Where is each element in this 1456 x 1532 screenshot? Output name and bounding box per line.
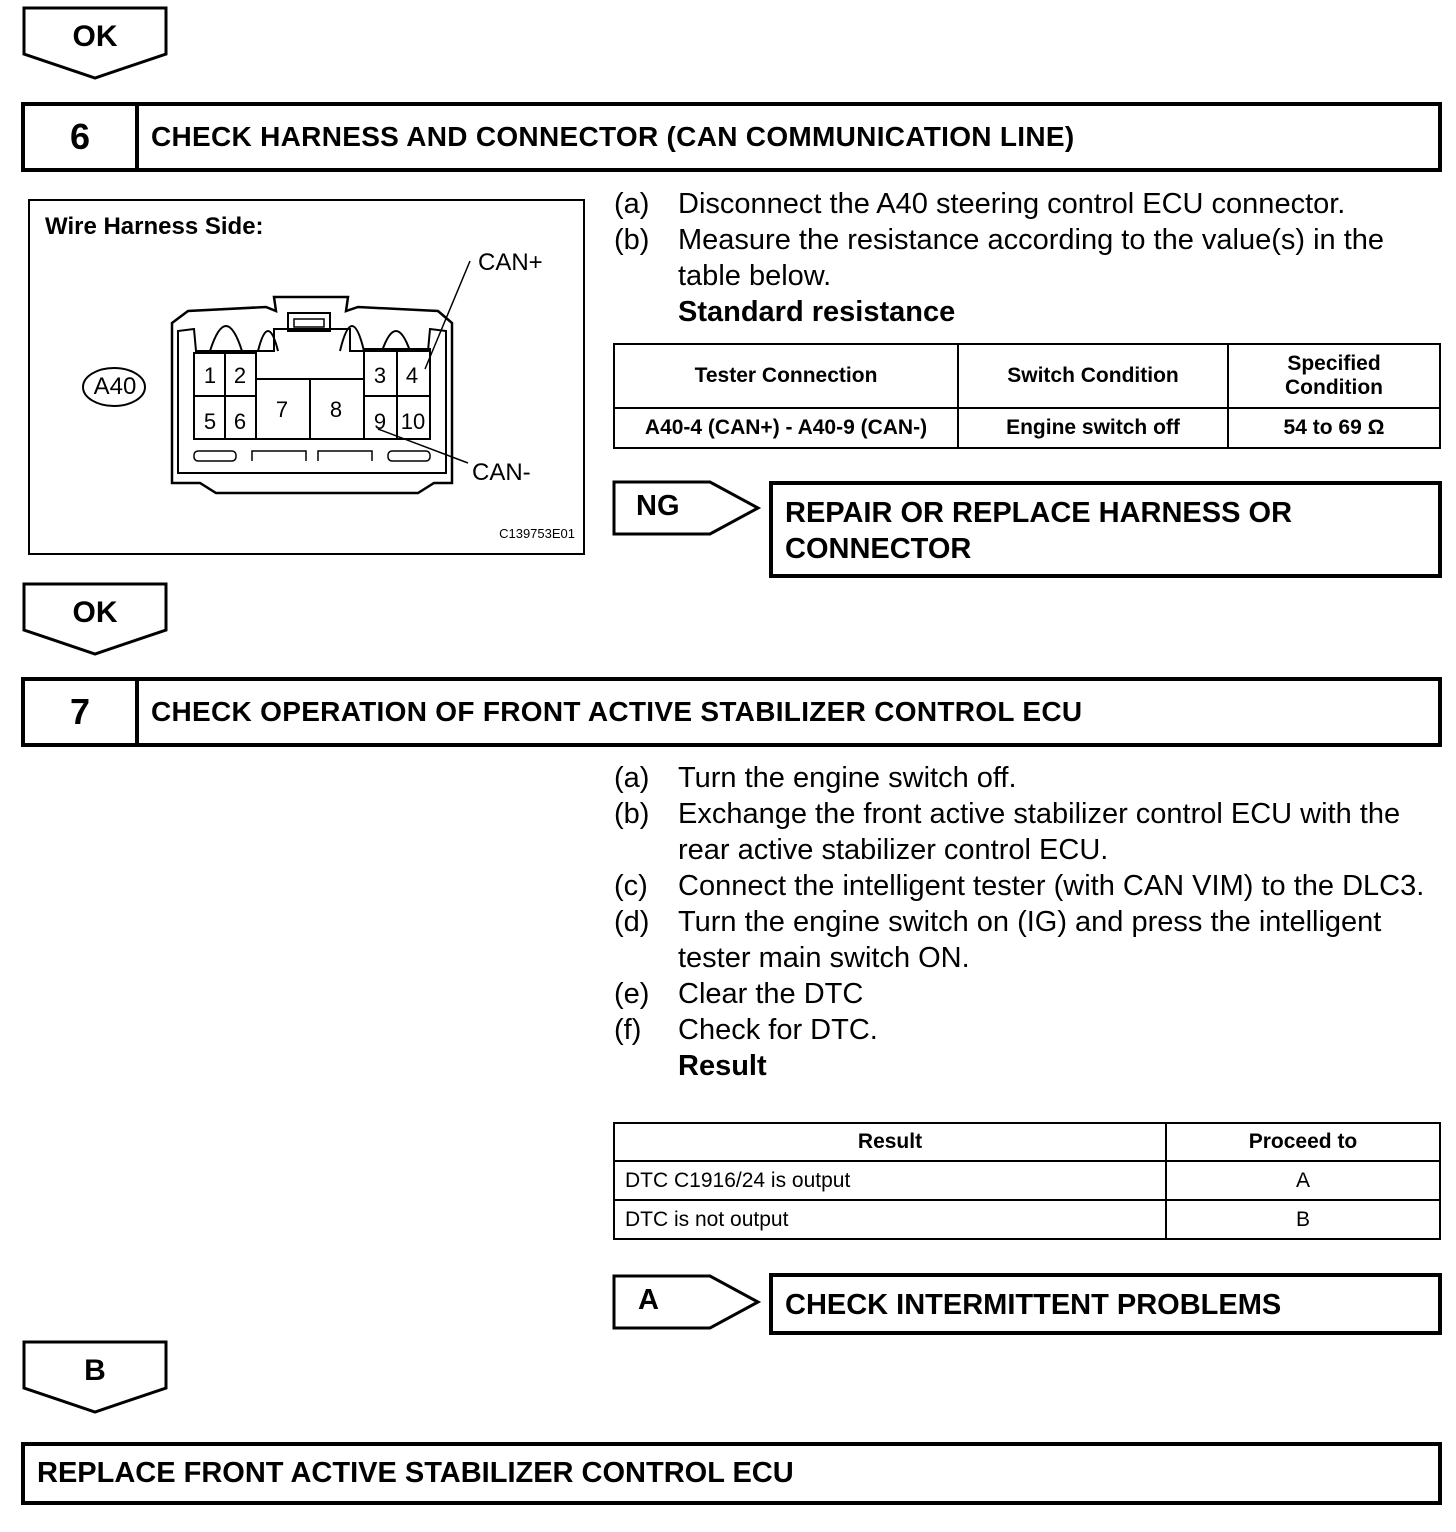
table-header: Tester Connection [614,344,958,408]
instruction-row: (b) Exchange the front active stabilizer control ECU with the rear active stabilizer control ECU. [614,798,1401,866]
diagram-heading: Wire Harness Side: [45,213,264,240]
table-row: DTC C1916/24 is output A [614,1161,1440,1200]
a-action-box: CHECK INTERMITTENT PROBLEMS [769,1273,1442,1335]
can-plus-label: CAN+ [478,249,543,276]
table-header: Result [614,1123,1166,1161]
pin-3: 3 [373,363,387,388]
instruction-row: (e) Clear the DTC [614,978,864,1010]
instruction-row [614,294,1434,330]
can-minus-label: CAN- [472,459,531,486]
pin-5: 5 [203,409,217,434]
instruction-row: (a) Turn the engine switch off. [614,762,1017,794]
step-number: 7 [25,681,139,743]
pin-7: 7 [275,397,289,422]
ng-label: NG [636,490,680,522]
table-header: Specified Condition [1228,344,1440,408]
ok-label: OK [72,596,118,629]
ok-label: OK [72,20,118,53]
pin-2: 2 [233,363,247,388]
right-arrow-icon [612,1272,762,1332]
step-6-instructions [614,186,1434,330]
standard-resistance-table [613,343,1441,449]
connector-id: A40 [93,373,137,400]
ok-arrow-step-6 [22,582,168,656]
instruction-row: (a) Disconnect the A40 steering control ECU connector. [614,188,1346,220]
result-table [613,1122,1441,1240]
a-label: A [638,1284,659,1316]
instruction-row: (d) Turn the engine switch on (IG) and press the intelligent tester main switch ON. [614,906,1382,974]
ng-arrow [612,478,762,538]
final-action-box: REPLACE FRONT ACTIVE STABILIZER CONTROL ECU [21,1442,1442,1505]
table-header: Switch Condition [958,344,1228,408]
table-row: DTC is not output B [614,1200,1440,1239]
step-7-instructions [614,760,1436,1084]
step-6-header [21,102,1442,172]
figure-code: C139753E01 [499,526,575,541]
pin-1: 1 [203,363,217,388]
pin-6: 6 [233,409,247,434]
subheading: Result [678,1050,767,1082]
instruction-row: (c) Connect the intelligent tester (with CAN VIM) to the DLC3. [614,870,1425,902]
pin-10: 10 [400,409,426,434]
table-header: Proceed to [1166,1123,1440,1161]
step-title: CHECK HARNESS AND CONNECTOR (CAN COMMUNICATION LINE) [151,121,1075,152]
instruction-row [614,1048,1436,1084]
right-arrow-icon [612,478,762,538]
b-arrow [22,1340,168,1414]
pin-4: 4 [405,363,419,388]
instruction-row: (b) Measure the resistance according to the value(s) in the table below. [614,224,1385,292]
pin-8: 8 [329,397,343,422]
subheading: Standard resistance [678,296,956,328]
pin-9: 9 [373,409,387,434]
a-arrow [612,1272,762,1332]
instruction-row: (f) Check for DTC. [614,1014,878,1046]
step-7-header [21,677,1442,747]
table-row: A40-4 (CAN+) - A40-9 (CAN-) Engine switch off 54 to 69 Ω [614,408,1440,448]
step-title: CHECK OPERATION OF FRONT ACTIVE STABILIZER CONTROL ECU [151,696,1083,727]
connector-diagram [28,199,585,555]
step-number: 6 [25,106,139,168]
b-label: B [84,1354,106,1387]
ok-arrow-top [22,6,168,80]
ng-action-box: REPAIR OR REPLACE HARNESS OR CONNECTOR [769,481,1442,578]
